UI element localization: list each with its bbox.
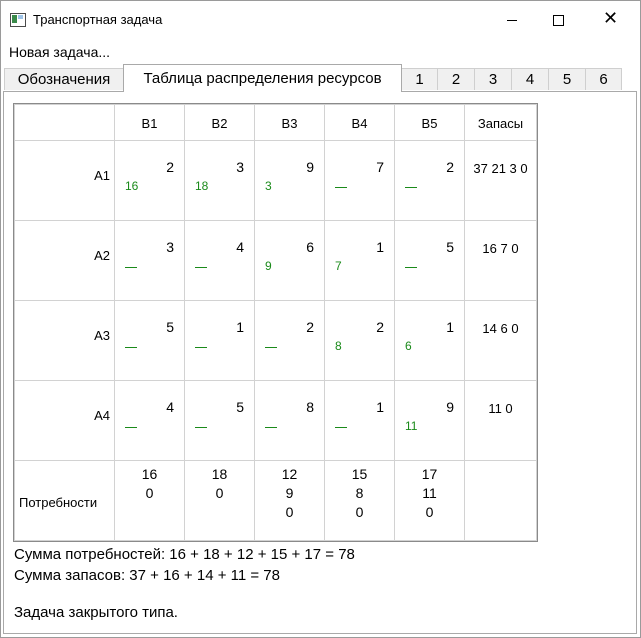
demand-value: 17 [421,466,438,482]
allocation-value [125,347,137,348]
allocation-value: 8 [335,339,342,353]
supply-value: 11 0 [488,401,513,416]
task-type-text: Задача закрытого типа. [14,604,178,621]
row-label: A4 [94,408,110,423]
allocation-value [195,427,207,428]
cost-cell [395,141,465,221]
row-header [15,381,115,461]
table-row [15,141,537,221]
col-header-b1 [115,105,185,141]
cost-value: 1 [236,319,244,335]
col-header-b4 [325,105,395,141]
supply-header-label: Запасы [477,116,524,131]
allocation-value: 3 [265,179,272,193]
allocation-value [405,267,417,268]
cost-value: 2 [306,319,314,335]
close-button[interactable] [586,1,632,39]
cost-cell [185,221,255,301]
row-label: A3 [94,328,110,343]
app-icon [10,13,26,27]
empty-cell [465,461,537,541]
cost-cell [115,381,185,461]
allocation-value [265,427,277,428]
tab-resource-table[interactable]: Таблица распределения ресурсов [123,64,402,92]
tab-4[interactable]: 4 [511,68,549,90]
supply-value: 16 7 0 [482,241,519,256]
demand-sum-text: Сумма потребностей: 16 + 18 + 12 + 15 + 17 = 78 [14,546,355,563]
col-header-b5 [395,105,465,141]
demand-value: 0 [145,485,154,501]
demand-cell [115,461,185,541]
cost-cell [185,381,255,461]
demand-value: 0 [355,504,364,520]
supply-value: 37 21 3 0 [473,161,528,176]
allocation-value [195,267,207,268]
cost-cell [185,301,255,381]
tab-1[interactable]: 1 [401,68,438,90]
corner-cell [15,105,115,141]
demand-value: 9 [285,485,294,501]
allocation-value [125,267,137,268]
cost-value: 2 [376,319,384,335]
col-header-label: B3 [281,116,298,131]
demand-value: 0 [285,504,294,520]
menu-new-task[interactable]: Новая задача... [9,44,111,60]
tab-notation[interactable]: Обозначения [4,68,124,90]
tab-3[interactable]: 3 [474,68,512,90]
minimize-icon [507,20,517,21]
table-row [15,301,537,381]
cost-cell [255,301,325,381]
allocation-value [405,187,417,188]
cost-cell [325,221,395,301]
supply-cell [465,141,537,221]
demand-row [15,461,537,541]
row-header [15,301,115,381]
cost-value: 4 [236,239,244,255]
allocation-value: 9 [265,259,272,273]
cost-value: 2 [166,159,174,175]
table-row [15,381,537,461]
cost-value: 3 [166,239,174,255]
supply-cell [465,301,537,381]
window-title: Транспортная задача [33,12,163,27]
close-icon: ✕ [603,8,619,29]
demand-header [15,461,115,541]
cost-value: 2 [446,159,454,175]
demand-header-label: Потребности [19,495,98,510]
table-row [15,221,537,301]
col-header-b2 [185,105,255,141]
cost-value: 5 [236,399,244,415]
cost-value: 1 [446,319,454,335]
allocation-value: 7 [335,259,342,273]
cost-cell [325,141,395,221]
cost-cell [325,381,395,461]
row-header [15,141,115,221]
cost-value: 5 [446,239,454,255]
row-header [15,221,115,301]
demand-cell [255,461,325,541]
allocation-value: 16 [125,179,139,193]
cost-cell [255,141,325,221]
cost-cell [115,221,185,301]
minimize-button[interactable] [490,1,536,39]
demand-value: 11 [422,485,437,501]
cost-value: 9 [306,159,314,175]
cost-value: 1 [376,399,384,415]
demand-value: 0 [425,504,434,520]
col-header-b3 [255,105,325,141]
cost-value: 6 [306,239,314,255]
allocation-value [335,427,347,428]
allocation-value [125,427,137,428]
allocation-value: 11 [405,419,418,433]
col-header-label: B1 [141,116,158,131]
demand-value: 15 [351,466,368,482]
allocation-value [335,187,347,188]
maximize-icon [553,15,564,26]
cost-value: 7 [376,159,384,175]
row-label: A1 [94,168,110,183]
supply-cell [465,221,537,301]
allocation-value: 18 [195,179,209,193]
cost-value: 8 [306,399,314,415]
demand-cell [185,461,255,541]
demand-value: 8 [355,485,364,501]
title-bar[interactable] [1,1,640,39]
cost-value: 1 [376,239,384,255]
cost-cell [255,381,325,461]
tab-6[interactable]: 6 [585,68,622,90]
cost-cell [115,301,185,381]
cost-cell [395,381,465,461]
cost-cell [395,301,465,381]
supply-sum-text: Сумма запасов: 37 + 16 + 14 + 11 = 78 [14,567,280,584]
demand-value: 18 [211,466,228,482]
demand-cell [395,461,465,541]
cost-cell [115,141,185,221]
supply-header [465,105,537,141]
cost-value: 3 [236,159,244,175]
col-header-label: B4 [351,116,368,131]
supply-cell [465,381,537,461]
tab-2[interactable]: 2 [437,68,475,90]
cost-cell [395,221,465,301]
cost-cell [255,221,325,301]
distribution-table [14,104,537,541]
cost-value: 9 [446,399,454,415]
demand-cell [325,461,395,541]
cost-value: 5 [166,319,174,335]
cost-cell [185,141,255,221]
row-label: A2 [94,248,110,263]
allocation-value: 6 [405,339,412,353]
tab-5[interactable]: 5 [548,68,586,90]
col-header-label: B5 [421,116,438,131]
maximize-button[interactable] [536,1,582,39]
cost-value: 4 [166,399,174,415]
col-header-label: B2 [211,116,228,131]
demand-value: 16 [141,466,158,482]
demand-value: 12 [281,466,298,482]
allocation-value [265,347,277,348]
allocation-value [195,347,207,348]
supply-value: 14 6 0 [482,321,519,336]
demand-value: 0 [215,485,224,501]
cost-cell [325,301,395,381]
